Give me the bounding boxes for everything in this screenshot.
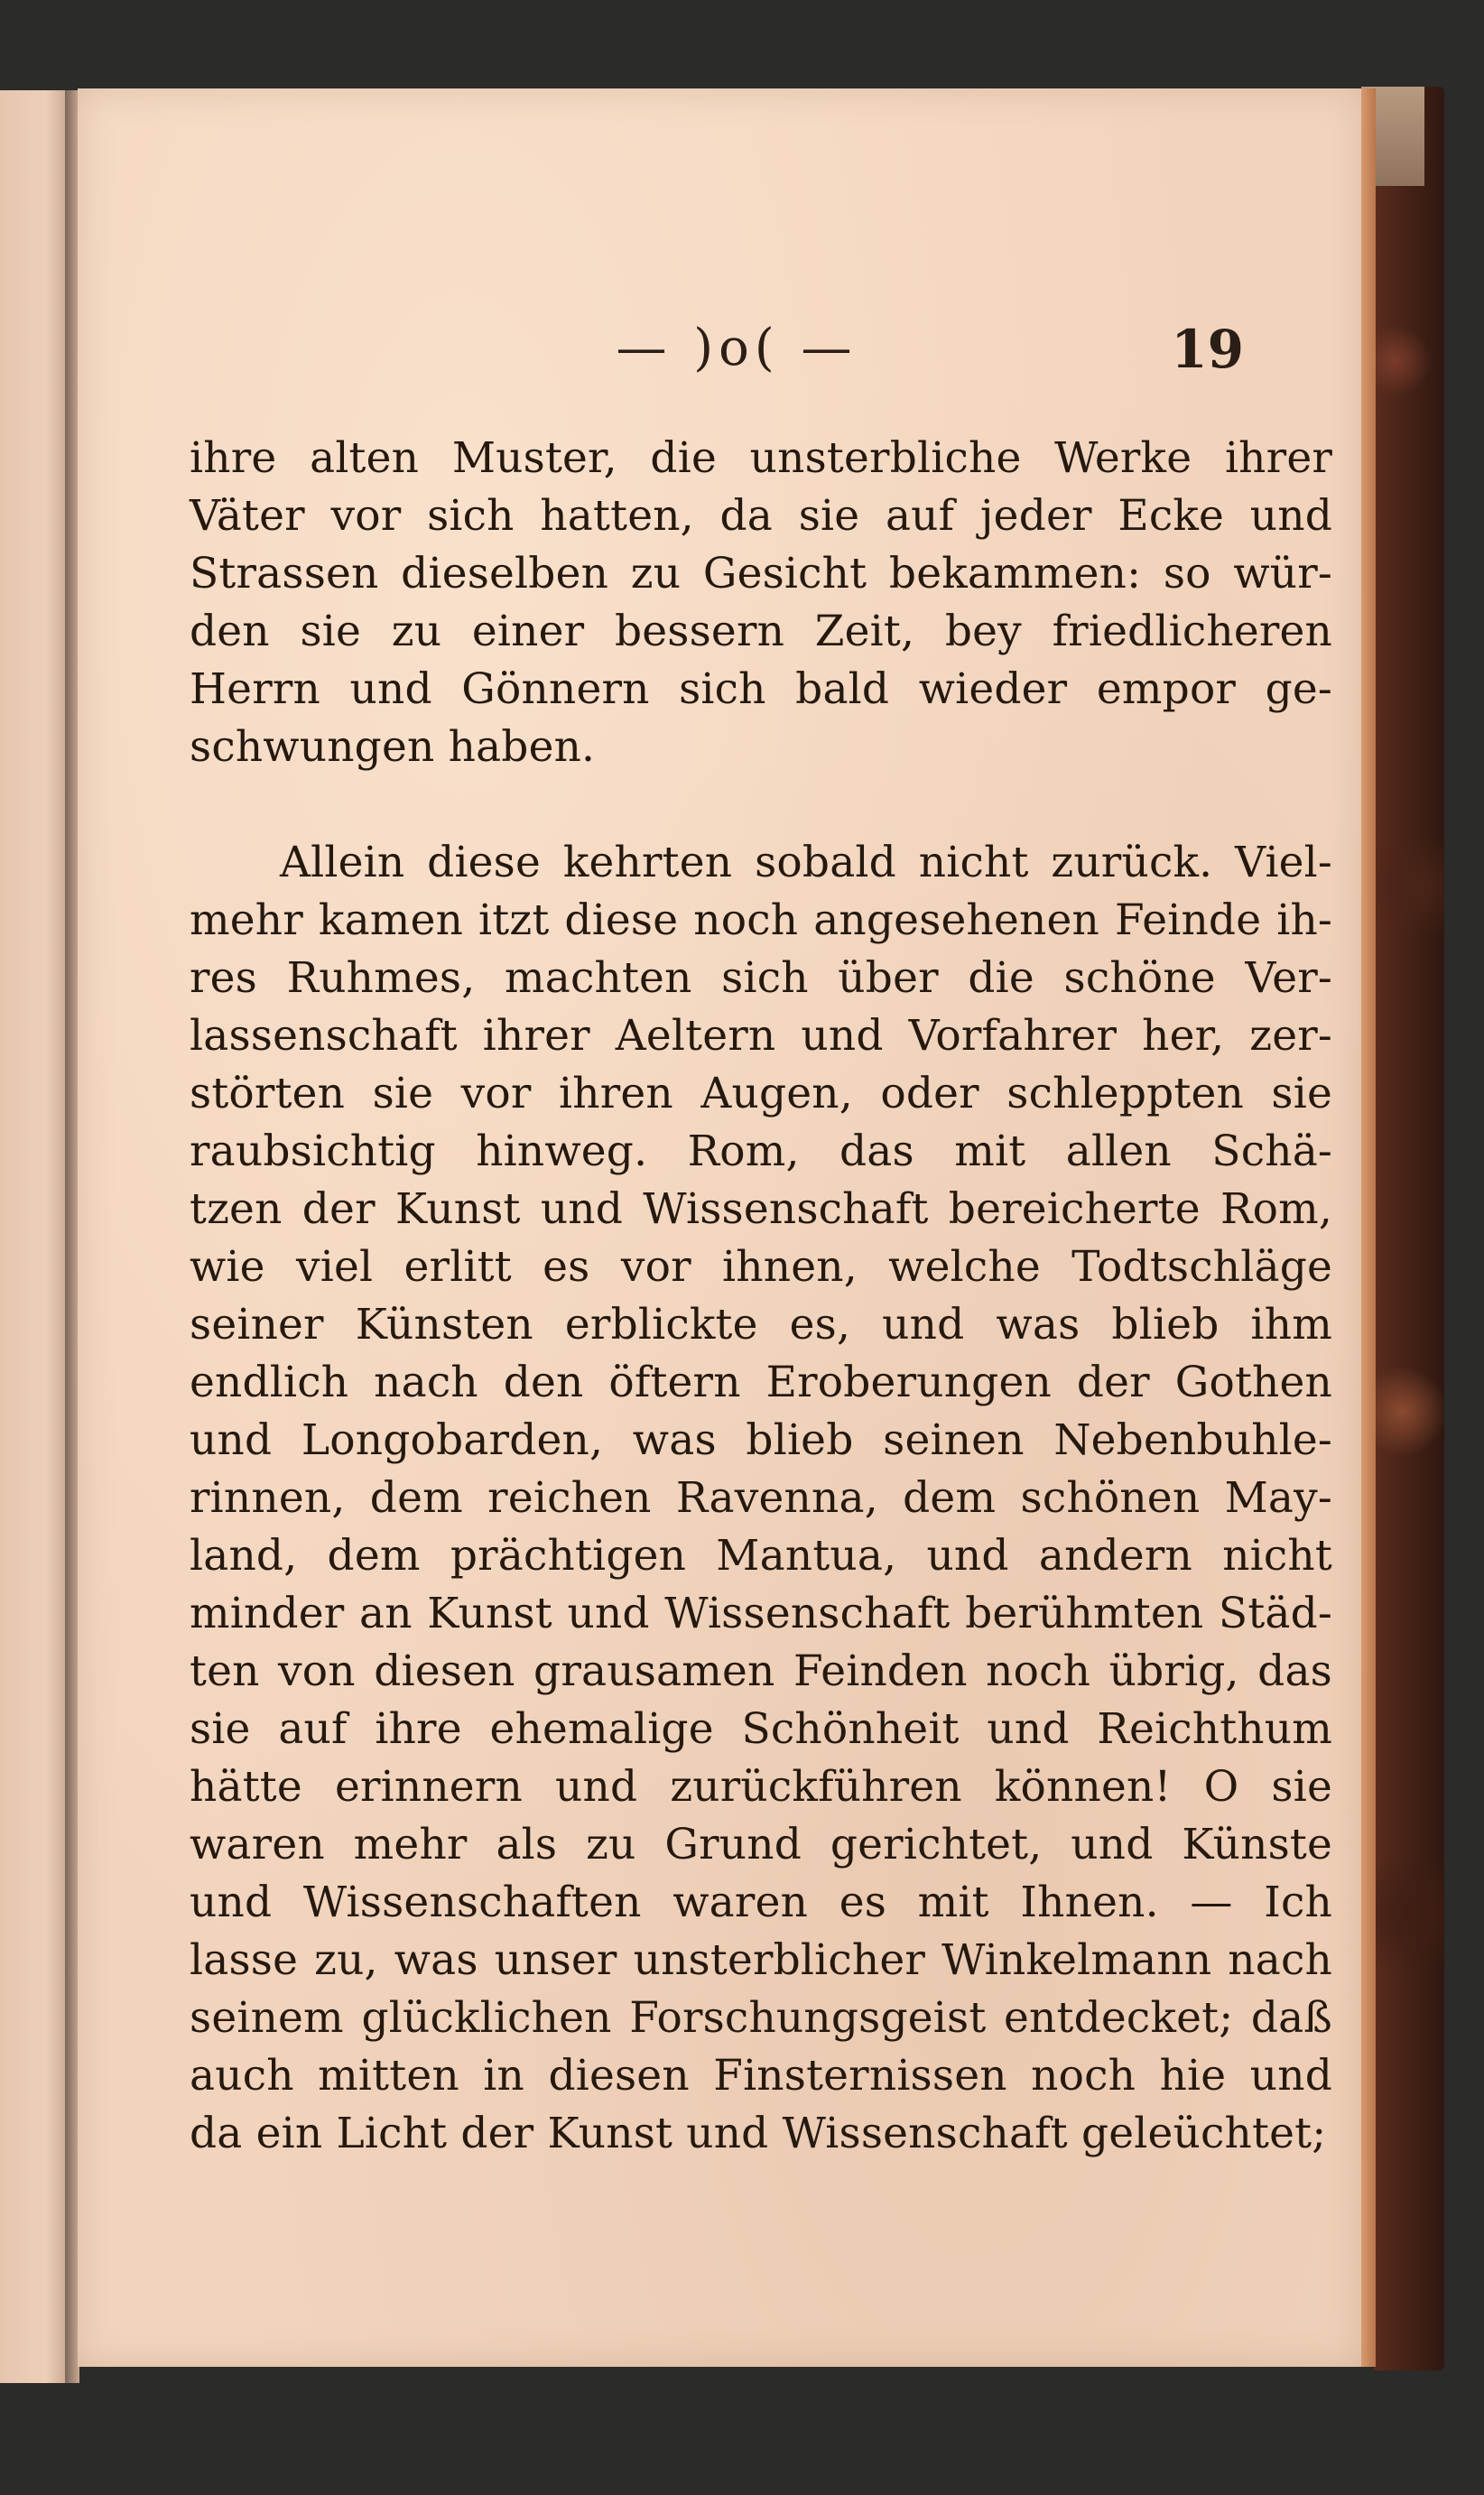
text-line: raubsichtig hinweg. Rom, das mit allen Schä-	[190, 1127, 1332, 1176]
text-line: Väter vor sich hatten, da sie auf jeder Ecke und	[190, 491, 1332, 541]
running-header	[78, 319, 1361, 391]
text-line: und Wissenschaften waren es mit Ihnen. — Ich	[190, 1878, 1332, 1927]
text-line: tzen der Kunst und Wissenschaft bereicherte Rom,	[190, 1184, 1332, 1234]
text-line: störten sie vor ihren Augen, oder schleppten sie	[190, 1069, 1332, 1118]
page-fore-edge	[1361, 88, 1376, 2367]
text-line: und Longobarden, was blieb seinen Nebenbuhle-	[190, 1415, 1332, 1465]
body-text	[190, 430, 1332, 2163]
text-line: res Ruhmes, machten sich über die schöne Ver-	[190, 953, 1332, 1003]
text-line: seiner Künsten erblickte es, und was blieb ihm	[190, 1300, 1332, 1350]
text-line: seinem glücklichen Forschungsgeist entdecket; daß	[190, 1993, 1332, 2043]
paragraph-gap	[190, 776, 1332, 834]
paragraph	[190, 430, 1332, 776]
page-number: 19	[1171, 319, 1244, 380]
text-line: waren mehr als zu Grund gerichtet, und Künste	[190, 1820, 1332, 1869]
text-line: minder an Kunst und Wissenschaft berühmten Städ-	[190, 1589, 1332, 1638]
text-line: da ein Licht der Kunst und Wissenschaft geleüchtet;	[190, 2109, 1327, 2158]
text-line: den sie zu einer bessern Zeit, bey friedlicheren	[190, 607, 1332, 656]
text-line: lassenschaft ihrer Aeltern und Vorfahrer her, zer-	[190, 1011, 1332, 1061]
book-page	[78, 88, 1361, 2367]
paragraph	[190, 834, 1332, 2163]
text-line: mehr kamen itzt diese noch angesehenen Feinde ih-	[190, 895, 1332, 945]
text-line: hätte erinnern und zurückführen können! O sie	[190, 1762, 1332, 1812]
header-ornament: — )o( —	[616, 319, 858, 377]
text-line: Strassen dieselben zu Gesicht bekammen: so wür-	[190, 549, 1332, 598]
text-line: schwungen haben.	[190, 722, 596, 772]
text-line: Allein diese kehrten sobald nicht zurück. Viel-	[280, 838, 1332, 887]
book-cover-edge	[1374, 87, 1444, 2370]
text-line: wie viel erlitt es vor ihnen, welche Todtschläge	[190, 1242, 1332, 1292]
text-line: rinnen, dem reichen Ravenna, dem schönen May-	[190, 1473, 1332, 1523]
previous-page-edge	[0, 90, 67, 2383]
text-line: ihre alten Muster, die unsterbliche Werke ihrer	[190, 433, 1332, 483]
text-line: land, dem prächtigen Mantua, und andern nicht	[190, 1531, 1332, 1581]
text-line: endlich nach den öftern Eroberungen der Gothen	[190, 1358, 1332, 1407]
text-line: sie auf ihre ehemalige Schönheit und Reichthum	[190, 1704, 1332, 1754]
text-line: Herrn und Gönnern sich bald wieder empor ge-	[190, 664, 1332, 714]
text-line: auch mitten in diesen Finsternissen noch hie und	[190, 2051, 1332, 2101]
text-line: lasse zu, was unser unsterblicher Winkelmann nach	[190, 1935, 1332, 1985]
text-line: ten von diesen grausamen Feinden noch übrig, das	[190, 1646, 1332, 1696]
